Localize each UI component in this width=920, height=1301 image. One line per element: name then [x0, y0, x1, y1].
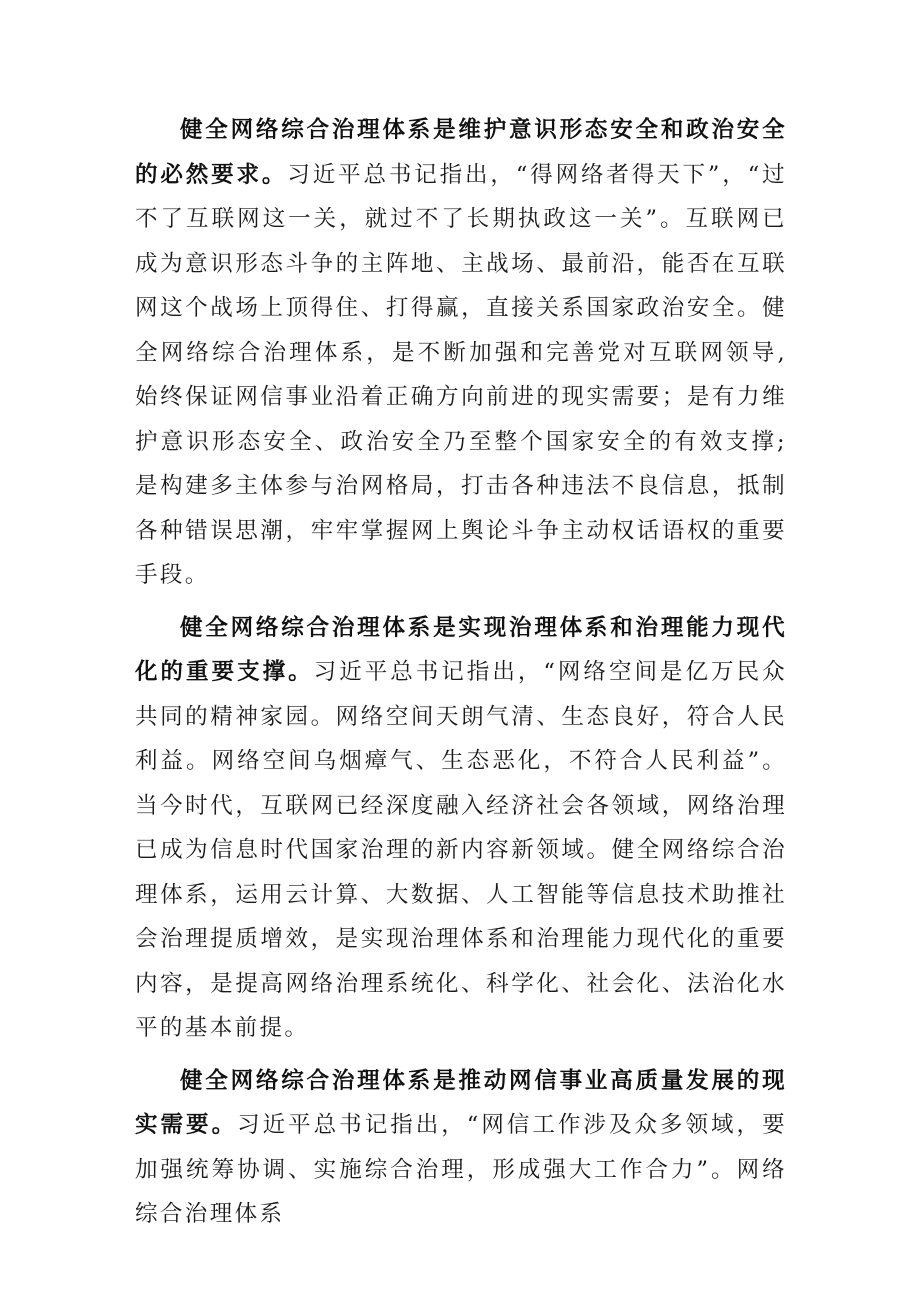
- paragraph-2-lead: 健全网络综合治理体系是实现治理体系和治理能力现代化的重要支撑。: [135, 614, 787, 685]
- paragraph-3: [135, 1059, 787, 1237]
- document-body: [135, 108, 787, 1245]
- paragraph-3-lead: 健全网络综合治理体系是推动网信事业高质量发展的现实需要。: [135, 1067, 787, 1138]
- paragraph-1-lead: 健全网络综合治理体系是维护意识形态安全和政治安全的必然要求。: [135, 117, 787, 188]
- paragraph-1-body: 习近平总书记指出，“得网络者得天下”，“过不了互联网这一关，就过不了长期执政这一关”。互联网已成为意识形态斗争的主阵地、主战场、最前沿，能否在互联网这个战场上顶得住、打得赢，直接关系国家政治安全。健全网络综合治理体系，是不断加强和完善党对互联网领导,始终保证网信事业沿着正确方向前进的现实需要；是有力维护意识形态安全、政治安全乃至整个国家安全的有效支撑;是构建多主体参与治网格局，打击各种违法不良信息，抵制各种错误思潮，牢牢掌握网上舆论斗争主动权话语权的重要手段。: [135, 161, 787, 588]
- paragraph-1: [135, 108, 787, 598]
- paragraph-2-body: 习近平总书记指出，“网络空间是亿万民众共同的精神家园。网络空间天朗气清、生态良好，符合人民利益。网络空间乌烟瘴气、生态恶化，不符合人民利益”。当今时代，互联网已经深度融入经济社会各领域，网络治理已成为信息时代国家治理的新内容新领域。健全网络综合治理体系，运用云计算、大数据、人工智能等信息技术助推社会治理提质增效，是实现治理体系和治理能力现代化的重要内容，是提高网络治理系统化、科学化、社会化、法治化水平的基本前提。: [135, 659, 787, 1041]
- paragraph-3-body: 习近平总书记指出，“网信工作涉及众多领域，要加强统筹协调、实施综合治理，形成强大工作合力”。网络综合治理体系: [135, 1112, 787, 1227]
- paragraph-2: [135, 606, 787, 1051]
